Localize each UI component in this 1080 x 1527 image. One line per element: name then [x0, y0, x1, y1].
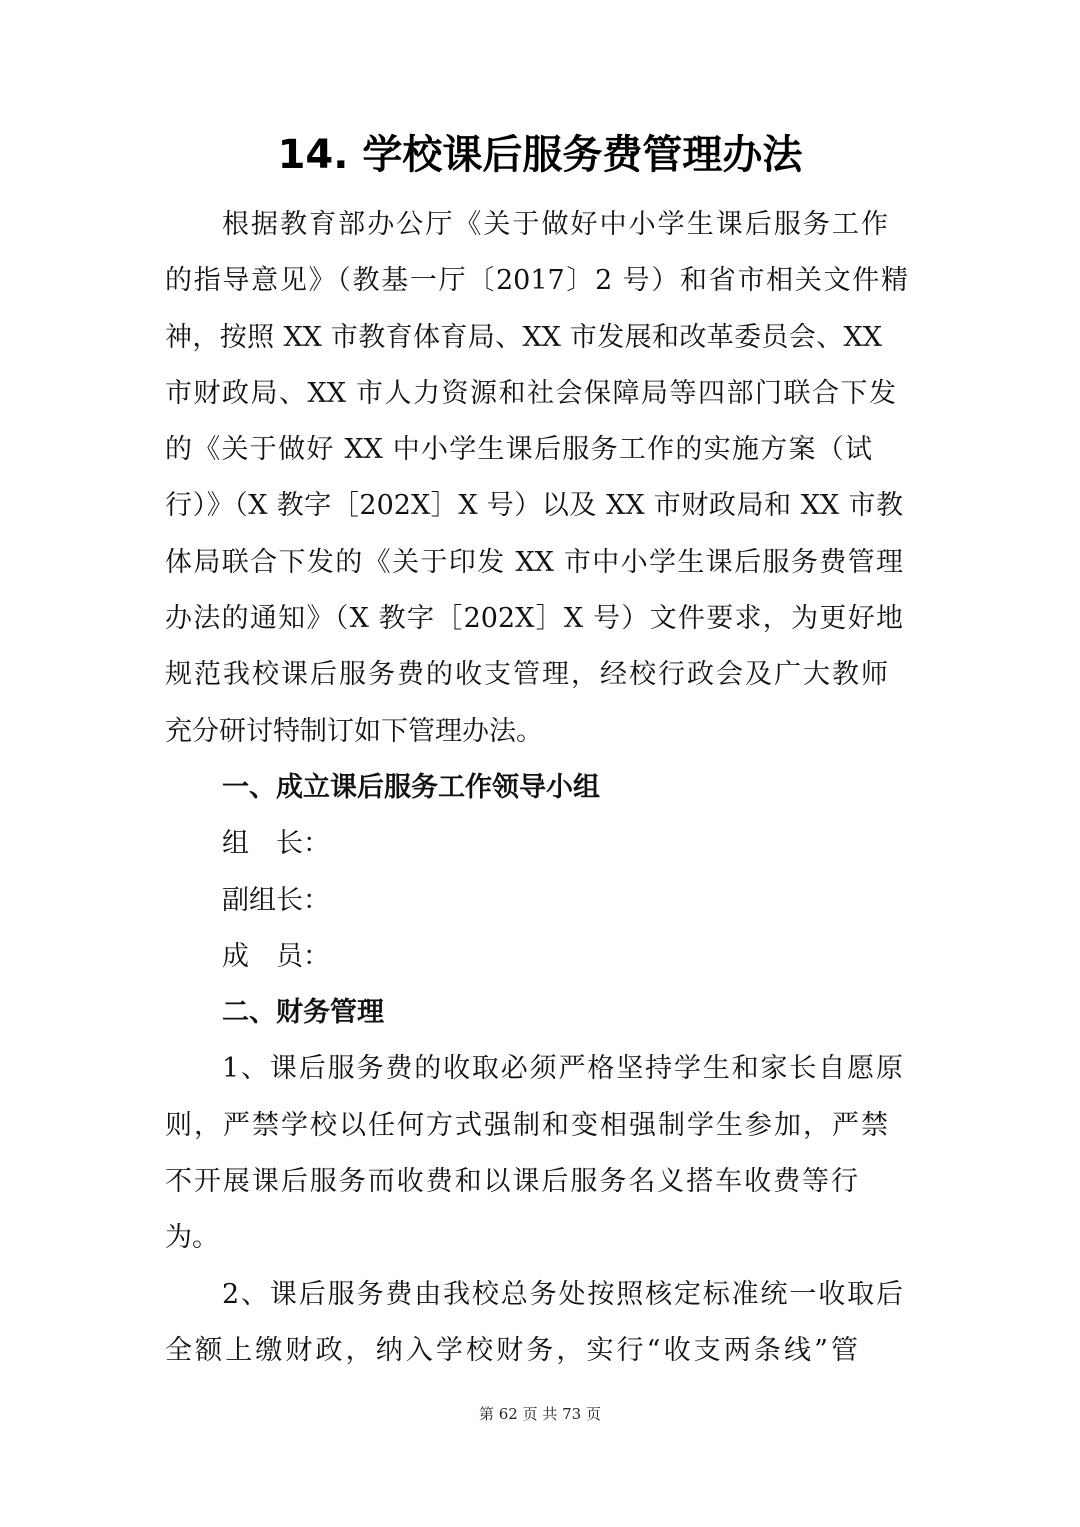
paragraph-line: 办法的通知》（X 教字［202X］X 号）文件要求，为更好地 — [165, 603, 903, 635]
document-body — [165, 197, 925, 1379]
paragraph-line: 行）》（X 教字［202X］X 号）以及 XX 市财政局和 XX 市教 — [165, 490, 903, 522]
page-title: 14. 学校课后服务费管理办法 — [277, 132, 803, 178]
leader-field: 组 长： — [222, 828, 330, 860]
paragraph-line: 1、课后服务费的收取必须严格坚持学生和家长自愿原 — [222, 1053, 903, 1085]
paragraph-line: 规范我校课后服务费的收支管理，经校行政会及广大教师 — [165, 659, 888, 691]
paragraph-line: 全额上缴财政，纳入学校财务，实行“收支两条线”管 — [165, 1334, 858, 1366]
section-heading: 一、成立课后服务工作领导小组 — [222, 771, 600, 803]
paragraph-line: 市财政局、XX 市人力资源和社会保障局等四部门联合下发 — [165, 377, 896, 409]
paragraph-line: 的《关于做好 XX 中小学生课后服务工作的实施方案（试 — [165, 434, 872, 466]
paragraph-line: 不开展课后服务而收费和以课后服务名义搭车收费等行 — [165, 1166, 858, 1198]
paragraph-line: 神，按照 XX 市教育体育局、XX 市发展和改革委员会、XX — [165, 321, 882, 353]
section-leadership-group — [165, 760, 925, 985]
clause-1 — [165, 1041, 925, 1266]
paragraph-line: 根据教育部办公厅《关于做好中小学生课后服务工作 — [222, 209, 888, 240]
page-number-footer: 第 62 页 共 73 页 — [478, 1405, 601, 1423]
members-field: 成 员： — [222, 940, 330, 972]
section-heading: 二、财务管理 — [222, 997, 384, 1029]
paragraph-line: 为。 — [165, 1222, 219, 1254]
paragraph-line: 体局联合下发的《关于印发 XX 市中小学生课后服务费管理 — [165, 546, 903, 578]
deputy-leader-field: 副组长： — [222, 884, 330, 916]
paragraph-line: 则，严禁学校以任何方式强制和变相强制学生参加，严禁 — [165, 1109, 888, 1141]
clause-2 — [165, 1267, 925, 1380]
section-financial-management — [165, 985, 925, 1379]
paragraph-line: 充分研讨特制订如下管理办法。 — [165, 715, 543, 747]
intro-paragraph — [165, 197, 925, 760]
paragraph-line: 2、课后服务费由我校总务处按照核定标准统一收取后 — [222, 1278, 903, 1310]
paragraph-line: 的指导意见》（教基一厅〔2017〕2 号）和省市相关文件精 — [165, 265, 908, 297]
